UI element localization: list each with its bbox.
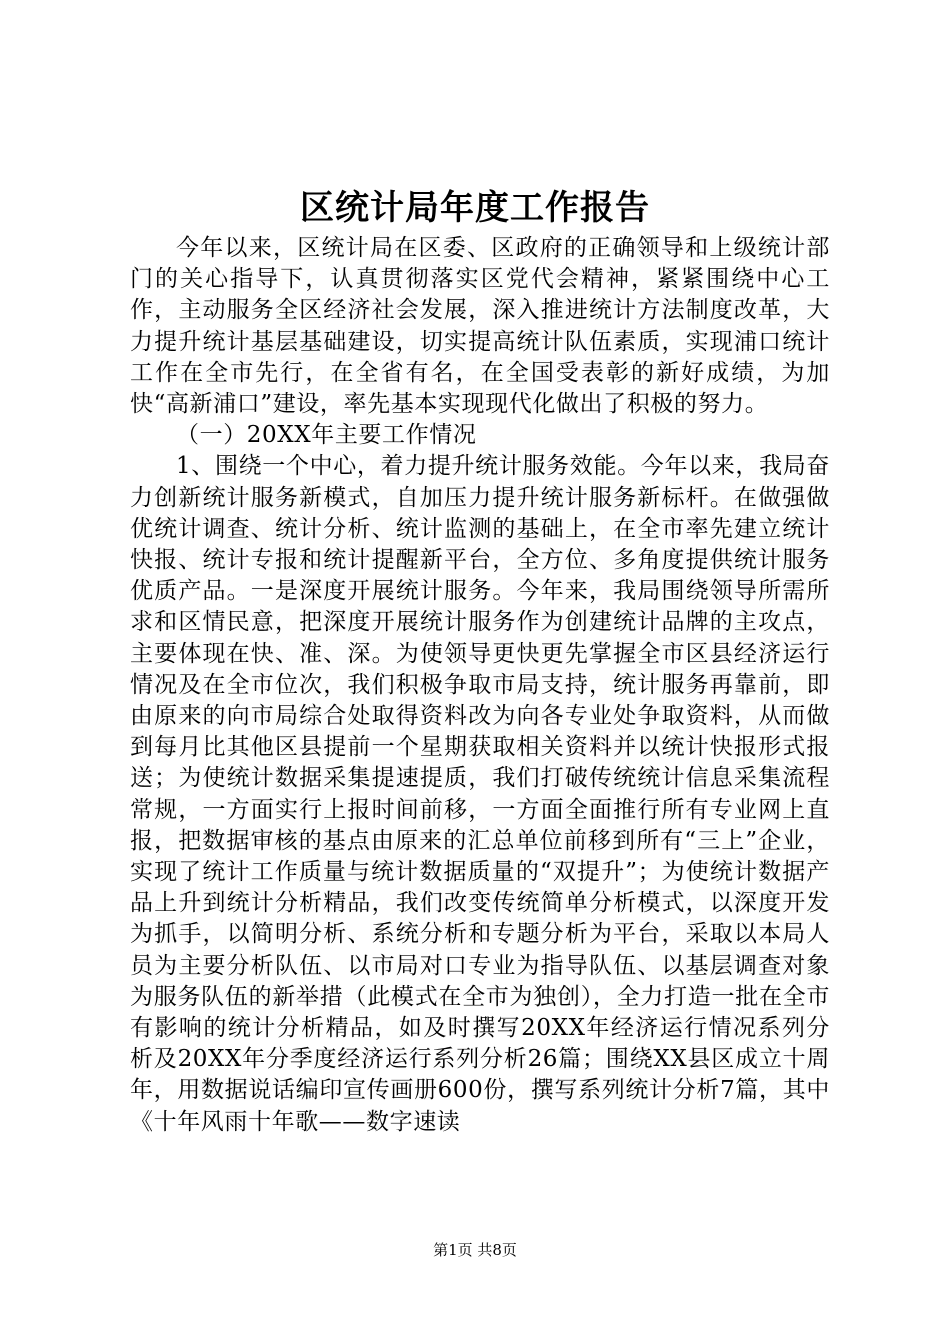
section-heading: （一）20XX年主要工作情况	[176, 422, 477, 449]
document-body	[130, 233, 830, 1138]
document-title: 区统计局年度工作报告	[300, 188, 650, 228]
page-footer: 第1页 共8页	[433, 1241, 517, 1259]
work-item-paragraph: 1、围绕一个中心，着力提升统计服务效能。今年以来，我局奋力创新统计服务新模式，自加压力提升统计服务新标杆。在做强做优统计调查、统计分析、统计监测的基础上，在全市率先建立统计快报、统计专报和统计提醒新平台，全方位、多角度提供统计服务优质产品。一是深度开展统计服务。今年来，我局围绕领导所需所求和区情民意，把深度开展统计服务作为创建统计品牌的主攻点，主要体现在快、准、深。为使领导更快更先掌握全市区县经济运行情况及在全市位次，我们积极争取市局支持，统计服务再靠前，即由原来的向市局综合处取得资料改为向各专业处争取资料，从而做到每月比其他区县提前一个星期获取相关资料并以统计快报形式报送；为使统计数据采集提速提质，我们打破传统统计信息采集流程常规，一方面实行上报时间前移，一方面全面推行所有专业网上直报，把数据审核的基点由原来的汇总单位前移到所有“三上”企业，实现了统计工作质量与统计数据质量的“双提升”；为使统计数据产品上升到统计分析精品，我们改变传统简单分析模式，以深度开发为抓手，以简明分析、系统分析和专题分析为平台，采取以本局人员为主要分析队伍、以市局对口专业为指导队伍、以基层调查对象为服务队伍的新举措（此模式在全市为独创），全力打造一批在全市有影响的统计分析精品，如及时撰写20XX年经济运行情况系列分析及20XX年分季度经济运行系列分析26篇；围绕XX县区成立十周年，用数据说话编印宣传画册600份，撰写系列统计分析7篇，其中《十年风雨十年歌——数字速读	[130, 453, 830, 1135]
intro-paragraph: 今年以来，区统计局在区委、区政府的正确领导和上级统计部门的关心指导下，认真贯彻落实区党代会精神，紧紧围绕中心工作，主动服务全区经济社会发展，深入推进统计方法制度改革，大力提升统计基层基础建设，切实提高统计队伍素质，实现浦口统计工作在全市先行，在全省有名，在全国受表彰的新好成绩，为加快“高新浦口”建设，率先基本实现现代化做出了积极的努力。	[130, 235, 830, 418]
